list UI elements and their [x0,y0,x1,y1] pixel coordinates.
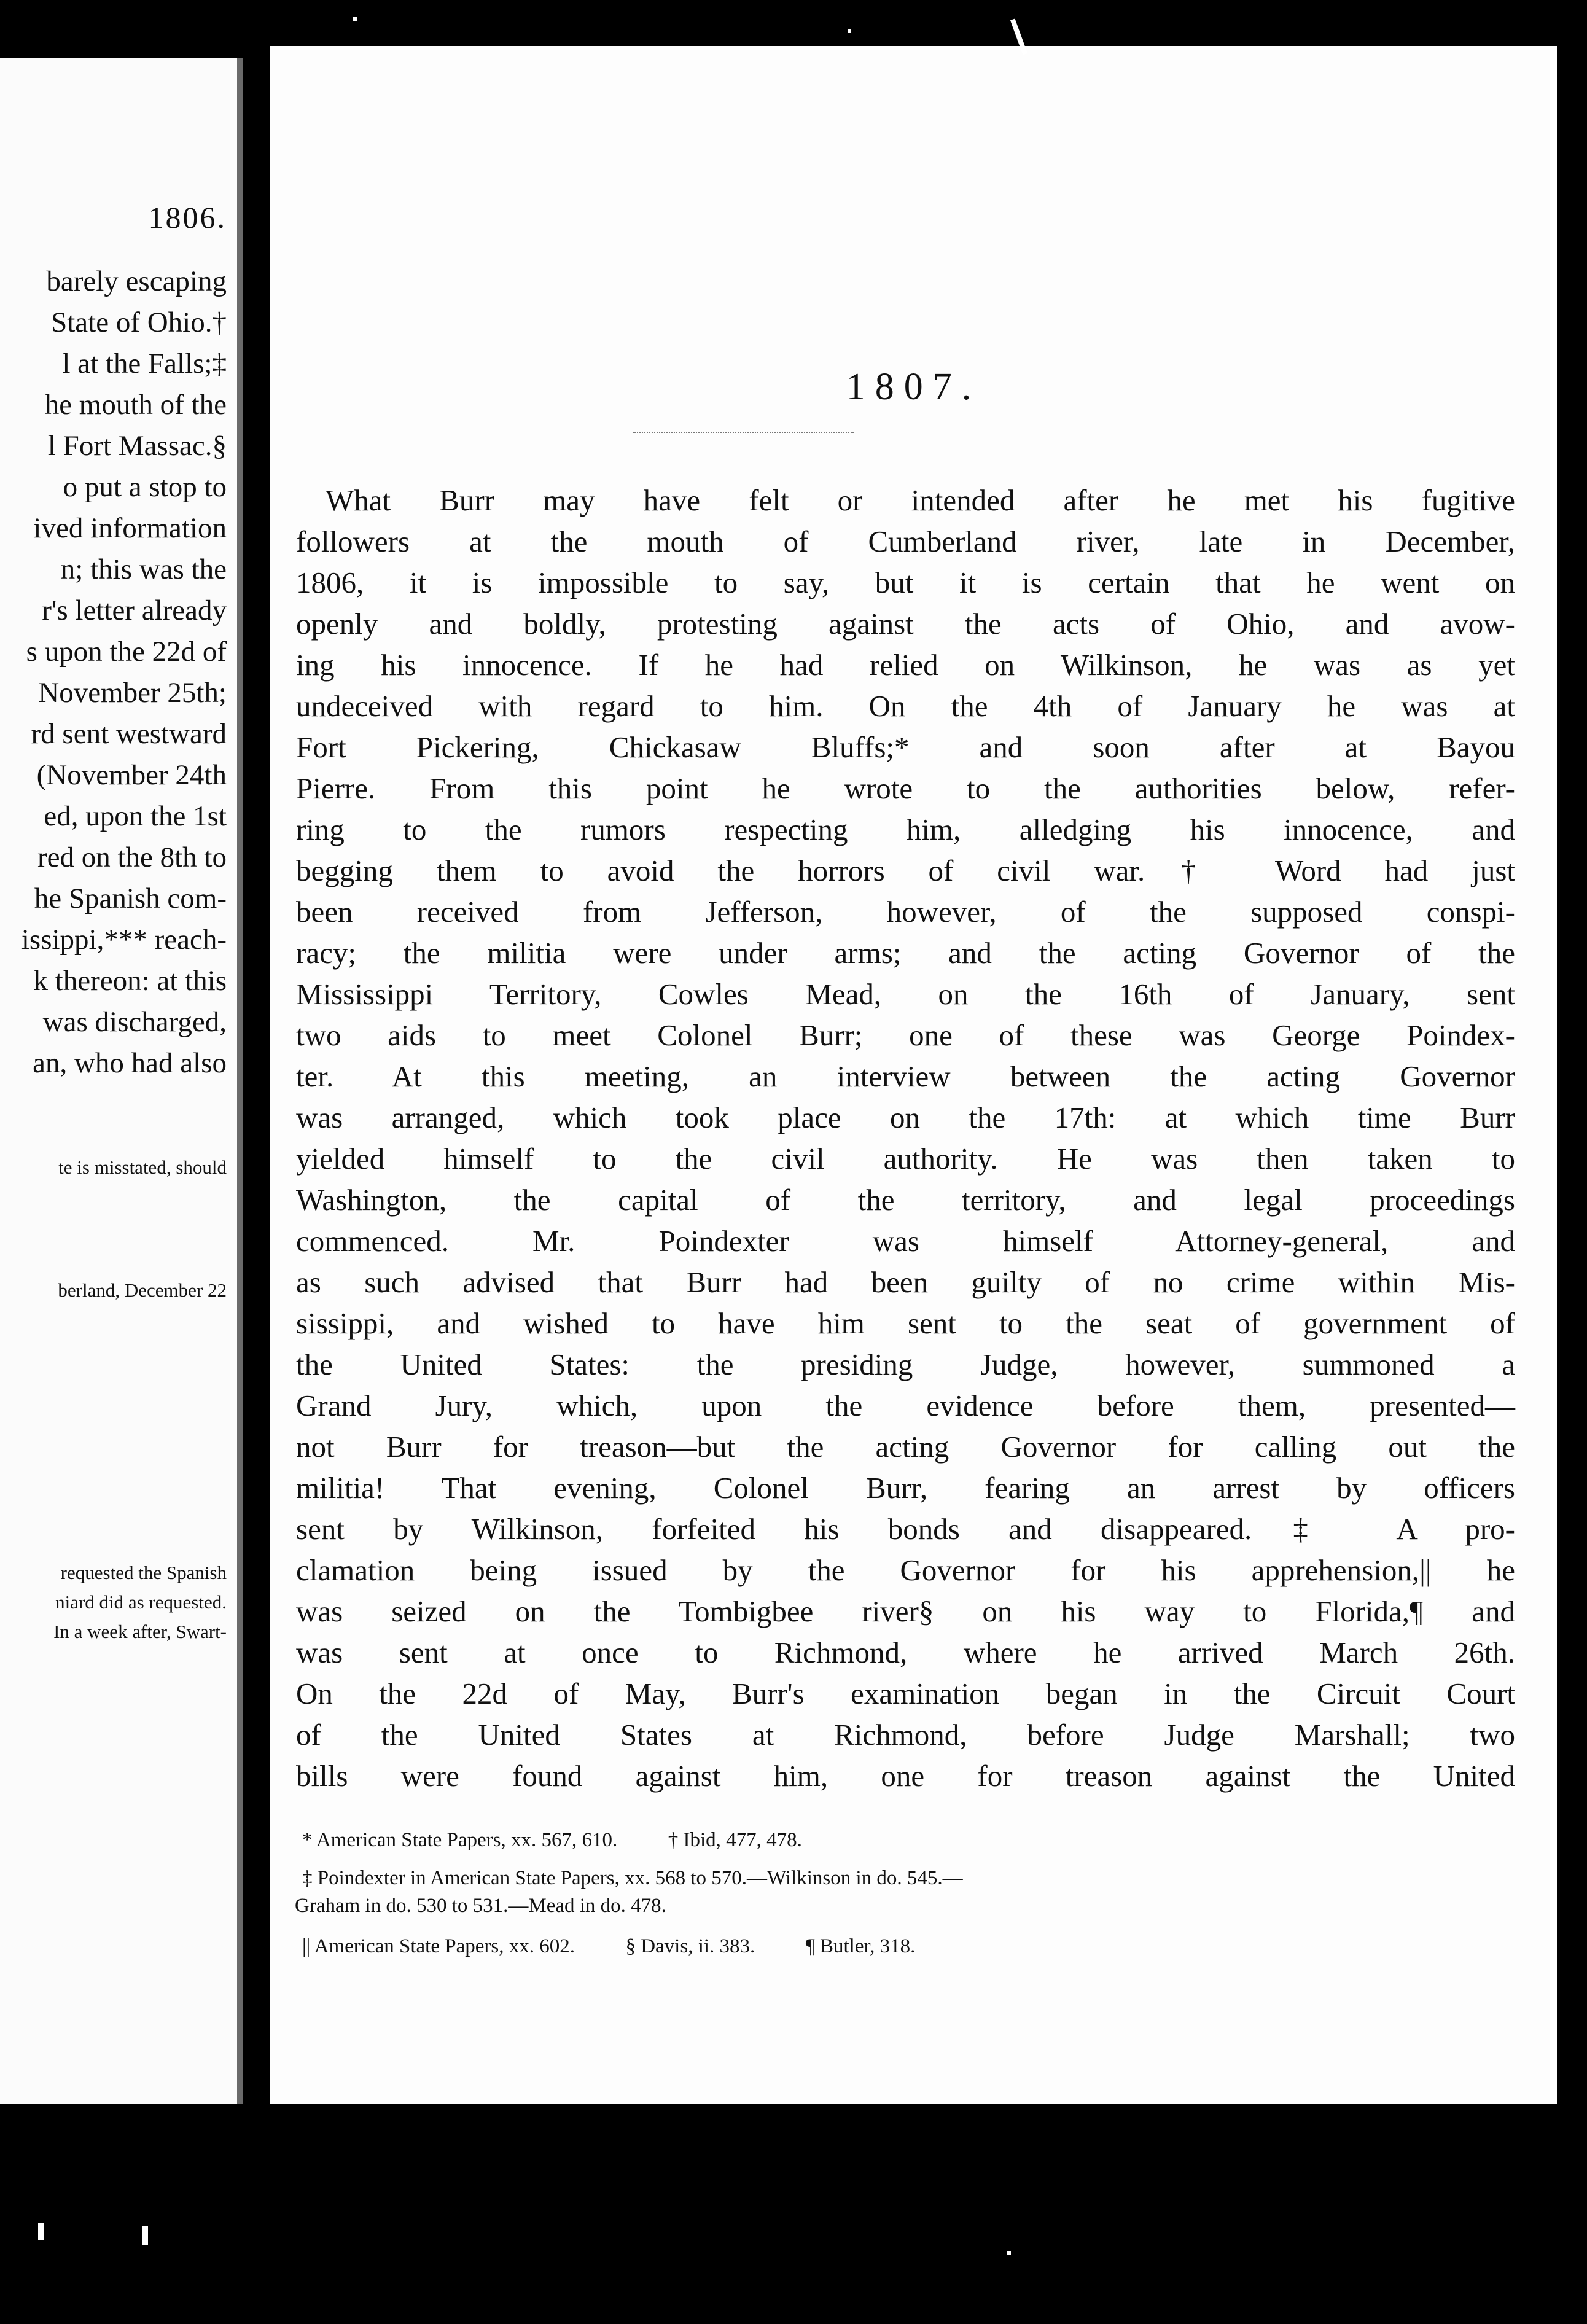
body-line: begging them to avoid the horrors of civil war.† Word had just [296,854,1515,887]
page-year-heading: 1807. [846,366,981,408]
left-body-line: State of Ohio.† [51,306,227,338]
scan-speck [1007,2251,1011,2255]
left-body-line: n; this was the [60,553,227,585]
body-line: 1806, it is impossible to say, but it is certain that he went on [296,566,1515,599]
body-line: clamation being issued by the Governor for his apprehension,|| he [296,1553,1515,1587]
left-body-line: (November 24th [36,759,227,791]
left-body-line: he mouth of the [44,389,227,421]
left-body-line: issippi,*** reach- [21,924,227,956]
body-line: the United States: the presiding Judge, however, summoned a [296,1347,1515,1381]
body-line: yielded himself to the civil authority. He was then taken to [296,1142,1515,1176]
body-line: Pierre. From this point he wrote to the authorities below, refer- [296,771,1515,805]
left-footnote-line: berland, December 22 [58,1279,227,1301]
body-line: was sent at once to Richmond, where he arrived March 26th. [296,1636,1515,1669]
left-body-line: he Spanish com- [34,883,227,914]
footnote-line: * American State Papers, xx. 567, 610. † Ibid, 477, 478. [302,1829,802,1851]
body-line: sissippi, and wished to have him sent to the seat of government of [296,1306,1515,1340]
body-line: bills were found against him, one for treason against the United [296,1759,1515,1793]
body-line: of the United States at Richmond, before Judge Marshall; two [296,1718,1515,1752]
body-line: ring to the rumors respecting him, alledging his innocence, and [296,813,1515,846]
body-line: openly and boldly, protesting against the acts of Ohio, and avow- [296,607,1515,641]
right-page [270,46,1557,2104]
body-line: ter. At this meeting, an interview between the acting Governor [296,1059,1515,1093]
body-line: was arranged, which took place on the 17th: at which time Burr [296,1101,1515,1134]
left-page [0,58,243,2104]
left-body-line: s upon the 22d of [26,636,227,668]
body-line: not Burr for treason—but the acting Governor for calling out the [296,1430,1515,1464]
heading-ornament-rule [633,432,854,433]
body-line: two aids to meet Colonel Burr; one of these was George Poindex- [296,1018,1515,1052]
body-line: Fort Pickering, Chickasaw Bluffs;* and soon after at Bayou [296,730,1515,764]
body-line: been received from Jefferson, however, of the supposed conspi- [296,895,1515,929]
left-body-line: rd sent westward [31,718,227,750]
body-line: What Burr may have felt or intended after he met his fugitive [326,483,1515,517]
body-line: followers at the mouth of Cumberland river, late in December, [296,524,1515,558]
footnote-line: || American State Papers, xx. 602. § Davis, ii. 383. ¶ Butler, 318. [302,1935,916,1957]
body-line: Grand Jury, which, upon the evidence before them, presented— [296,1389,1515,1422]
scan-speck [38,2223,44,2240]
body-line: Washington, the capital of the territory, and legal proceedings [296,1183,1515,1217]
left-body-line: red on the 8th to [37,841,227,873]
scan-speck [848,29,851,33]
left-body-line: ed, upon the 1st [44,800,227,832]
left-body-line: ived information [33,512,227,544]
left-body-line: k thereon: at this [33,965,227,997]
left-footnote-line: te is misstated, should [58,1156,227,1178]
left-body-line: barely escaping [46,265,227,297]
left-page-year: 1806. [148,200,227,235]
body-line: Mississippi Territory, Cowles Mead, on the 16th of January, sent [296,977,1515,1011]
body-line: racy; the militia were under arms; and the acting Governor of the [296,936,1515,970]
left-body-line: o put a stop to [63,471,227,503]
scan-speck [142,2226,148,2245]
body-line: was seized on the Tombigbee river§ on his way to Florida,¶ and [296,1594,1515,1628]
left-body-line: an, who had also [33,1047,227,1079]
body-line: ing his innocence. If he had relied on Wilkinson, he was as yet [296,648,1515,682]
left-footnote-line: niard did as requested. [55,1591,227,1613]
body-line: On the 22d of May, Burr's examination began in the Circuit Court [296,1677,1515,1710]
left-body-line: l at the Falls;‡ [62,348,227,380]
left-footnote-line: In a week after, Swart- [53,1621,227,1642]
body-line: commenced. Mr. Poindexter was himself Attorney-general, and [296,1224,1515,1258]
footnote-line: Graham in do. 530 to 531.—Mead in do. 478. [295,1895,666,1917]
page-gutter [237,58,243,2104]
footnote-line: ‡ Poindexter in American State Papers, xx. 568 to 570.—Wilkinson in do. 545.— [302,1867,963,1889]
body-line: militia! That evening, Colonel Burr, fearing an arrest by officers [296,1471,1515,1505]
left-body-line: November 25th; [38,677,227,709]
body-line: undeceived with regard to him. On the 4th of January he was at [296,689,1515,723]
left-footnote-line: requested the Spanish [60,1562,227,1583]
body-line: sent by Wilkinson, forfeited his bonds and disappeared.‡ A pro- [296,1512,1515,1546]
left-body-line: was discharged, [42,1006,227,1038]
left-body-line: r's letter already [42,595,227,626]
scan-speck [353,17,357,21]
left-body-line: l Fort Massac.§ [47,430,227,462]
body-line: as such advised that Burr had been guilty of no crime within Mis- [296,1265,1515,1299]
